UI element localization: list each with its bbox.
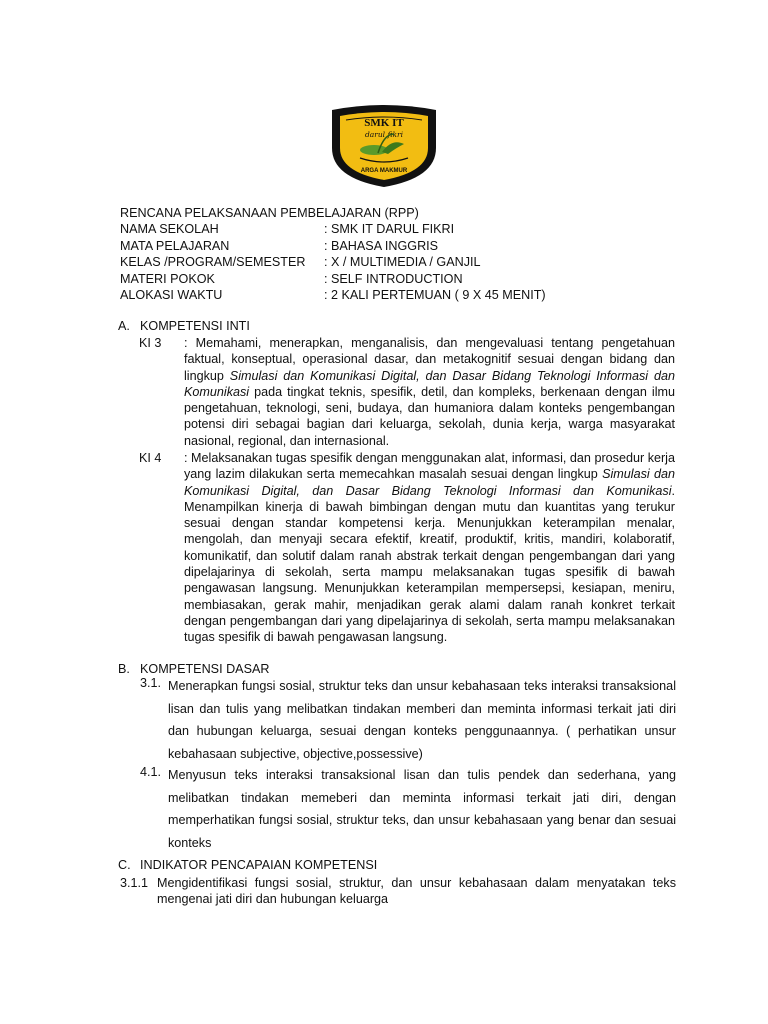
info-label: MATERI POKOK [120, 271, 215, 286]
indicator-text: Mengidentifikasi fungsi sosial, struktur, dan unsur kebahasaan dalam menyatakan teks mengenai jati diri dan hubungan keluarga [157, 876, 676, 907]
info-label: MATA PELAJARAN [120, 238, 230, 253]
indicator-number: 3.1.1 [120, 876, 149, 890]
info-value: : SMK IT DARUL FIKRI [324, 222, 455, 237]
ki-label: KI 4 [139, 451, 162, 465]
school-logo [328, 104, 440, 188]
section-letter: A. [118, 319, 130, 333]
header-block [120, 205, 680, 303]
info-label: NAMA SEKOLAH [120, 222, 219, 237]
section-letter: B. [118, 662, 130, 676]
info-value: : SELF INTRODUCTION [324, 271, 463, 286]
logo-line1: SMK IT [364, 117, 404, 129]
ki3-item [139, 335, 675, 449]
info-value: : BAHASA INGGRIS [324, 238, 439, 253]
kd-item [140, 675, 676, 765]
ki-label: KI 3 [139, 336, 162, 350]
kd-text: Menyusun teks interaksi transaksional lisan dan tulis pendek dan sederhana, yang melibatkan tindakan memeberi dan meminta informasi terkait jati diri, dengan memperhatikan fungsi sosial, struktur teks, dan unsur kebahasaan yang benar dan sesuai konteks [168, 768, 676, 850]
section-title: KOMPETENSI INTI [140, 319, 250, 333]
info-row [120, 254, 680, 270]
info-row [120, 221, 680, 237]
kd-item [140, 764, 676, 854]
kd-number: 4.1. [140, 765, 162, 779]
kd-number: 3.1. [140, 676, 162, 690]
info-label: ALOKASI WAKTU [120, 287, 223, 302]
section-title: KOMPETENSI DASAR [140, 662, 270, 676]
section-letter: C. [118, 858, 131, 872]
info-row [120, 271, 680, 287]
section-a-heading [118, 318, 250, 334]
info-value: : 2 KALI PERTEMUAN ( 9 X 45 MENIT) [324, 287, 546, 302]
logo-line3: ARGA MAKMUR [360, 168, 408, 174]
ki-text: : Melaksanakan tugas spesifik dengan menggunakan alat, informasi, dan prosedur kerja yang lazim dilakukan serta memecahkan masalah sesuai dengan lingkup Simulasi dan Komunikasi Digital, dan Dasar Bidang Teknologi Informasi dan Komunikasi. Menampilkan kinerja di bawah bimbingan dengan mutu dan kuantitas yang terukur sesuai dengan standar kompetensi kerja. Menunjukkan keterampilan menalar, mengolah, dan menyaji secara efektif, kreatif, produktif, kritis, mandiri, kolaboratif, komunikatif, dan solutif dalam ranah abstrak terkait dengan pengembangan dari yang dipelajarinya di sekolah, serta mampu melaksanakan tugas spesifik di bawah pengawasan langsung. Menunjukkan keterampilan mempersepsi, kesiapan, meniru, membiasakan, gerak mahir, menjadikan gerak alami dalam ranah konkret terkait dengan pengembangan dari yang dipelajarinya di sekolah, serta mampu melaksanakan tugas spesifik di bawah pengawasan langsung. [184, 451, 675, 645]
info-row [120, 238, 680, 254]
section-c-heading [118, 857, 377, 873]
info-value: : X / MULTIMEDIA / GANJIL [324, 255, 481, 270]
ki4-item [139, 450, 675, 646]
info-row [120, 287, 680, 303]
document-title-row [120, 205, 680, 221]
info-label: KELAS /PROGRAM/SEMESTER [120, 255, 306, 270]
indicator-item [120, 875, 676, 908]
section-title: INDIKATOR PENCAPAIAN KOMPETENSI [140, 858, 378, 872]
kd-text: Menerapkan fungsi sosial, struktur teks dan unsur kebahasaan teks interaksi transaksional lisan dan tulis yang melibatkan tindakan memberi dan meminta informasi terkait jati diri dan hubungan keluarga, sesuai dengan konteks penggunaannya. ( perhatikan unsur kebahasaan subjective, objective,possessive) [168, 679, 676, 761]
ki-text: : Memahami, menerapkan, menganalisis, dan mengevaluasi tentang pengetahuan faktual, konseptual, operasional dasar, dan metakognitif sesuai dengan bidang dan lingkup Simulasi dan Komunikasi Digital, dan Dasar Bidang Teknologi Informasi dan Komunikasi pada tingkat teknis, spesifik, detil, dan kompleks, berkenaan dengan ilmu pengetahuan, teknologi, seni, budaya, dan humaniora dalam konteks pengembangan potensi diri sebagai bagian dari keluarga, sekolah, dunia kerja, warga masyarakat nasional, regional, dan internasional. [184, 336, 675, 448]
document-title: RENCANA PELAKSANAAN PEMBELAJARAN (RPP) [120, 206, 419, 220]
logo-line2: darul fikri [364, 130, 404, 139]
